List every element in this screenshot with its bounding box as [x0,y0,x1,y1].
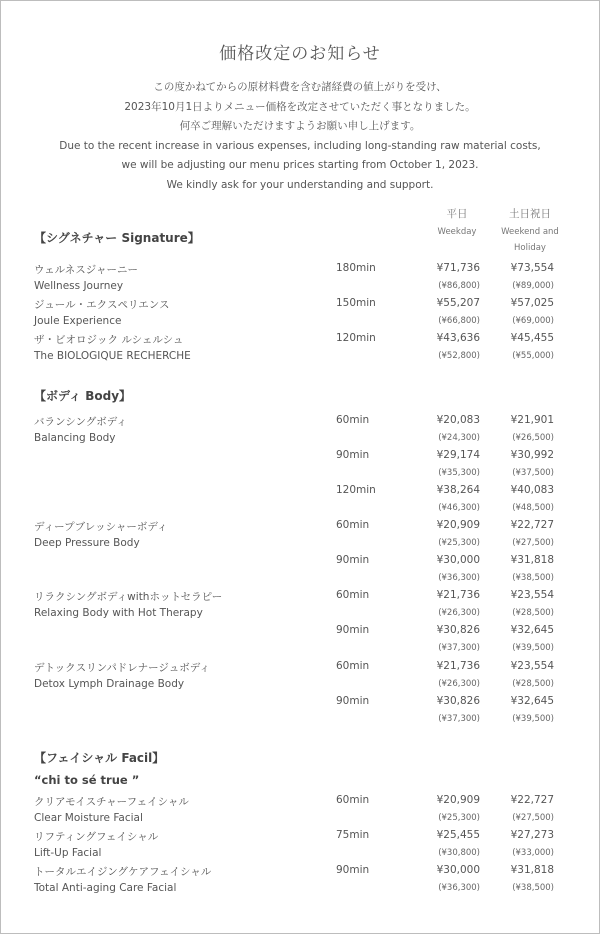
weekday-price-tax: (¥86,800) [438,281,480,291]
weekday-price: ¥29,174 [436,449,480,461]
item-name-en: Detox Lymph Drainage Body [34,678,185,690]
weekend-price-tax: (¥38,500) [512,883,554,893]
item-name-en: Relaxing Body with Hot Therapy [34,607,203,619]
weekday-price: ¥71,736 [436,262,480,274]
weekday-price: ¥20,909 [436,519,480,531]
weekend-price: ¥30,992 [510,449,554,461]
item-name-en: Wellness Journey [34,280,124,292]
item-name-jp: バランシングボディ [34,416,127,428]
weekend-price-tax: (¥39,500) [512,714,554,724]
weekend-price: ¥31,818 [510,864,554,876]
duration: 90min [336,864,370,876]
weekend-price-tax: (¥26,500) [512,433,554,443]
item-name-en: Joule Experience [34,315,122,327]
item-name-en: Balancing Body [34,432,116,444]
page-title: 価格改定のお知らせ [219,44,381,64]
weekday-price-tax: (¥66,800) [438,316,480,326]
weekday-price-tax: (¥52,800) [438,351,480,361]
item-name-jp: リラクシングボディwithホットセラピー [34,591,223,603]
weekend-price: ¥45,455 [510,332,554,344]
item-name-en: Deep Pressure Body [34,537,140,549]
item-name-en: Total Anti-aging Care Facial [34,882,177,894]
weekend-price: ¥31,818 [510,554,554,566]
weekday-price: ¥43,636 [436,332,480,344]
item-name-jp: トータルエイジングケアフェイシャル [34,866,212,878]
weekday-price: ¥20,083 [436,414,480,426]
column-header-weekday [430,206,484,240]
weekday-price-tax: (¥37,300) [438,714,480,724]
weekday-price-tax: (¥26,300) [438,679,480,689]
notice-text [0,78,600,195]
weekend-price-tax: (¥33,000) [512,848,554,858]
duration: 90min [336,624,370,636]
weekday-price: ¥30,000 [436,554,480,566]
weekend-price-tax: (¥28,500) [512,679,554,689]
weekday-price-tax: (¥30,800) [438,848,480,858]
weekday-price: ¥20,909 [436,794,480,806]
duration: 60min [336,589,370,601]
weekend-label-en: Weekend and Holiday [501,227,559,253]
weekend-price-tax: (¥37,500) [512,468,554,478]
weekend-price-tax: (¥39,500) [512,643,554,653]
duration: 90min [336,695,370,707]
duration: 120min [336,484,376,496]
notice-line: 2023年10月1日よりメニュー価格を改定させていただく事となりました。 [124,100,476,113]
weekend-price: ¥32,645 [510,695,554,707]
weekday-price: ¥30,826 [436,695,480,707]
weekday-price: ¥55,207 [436,297,480,309]
weekend-price-tax: (¥28,500) [512,608,554,618]
section-title-body: 【ボディ Body】 [34,389,132,403]
weekend-label-jp: 土日祝日 [509,208,551,220]
weekend-price: ¥22,727 [510,519,554,531]
weekend-price: ¥23,554 [510,589,554,601]
weekend-price: ¥22,727 [510,794,554,806]
weekday-price: ¥38,264 [436,484,480,496]
notice-line: この度かねてからの原材料費を含む諸経費の値上がりを受け、 [153,81,447,93]
duration: 60min [336,794,370,806]
section-title-signature: 【シグネチャー Signature】 [34,231,200,245]
weekday-price: ¥21,736 [436,589,480,601]
weekday-price: ¥30,826 [436,624,480,636]
item-name-jp: ザ・ビオロジック ルシェルシュ [34,334,184,346]
item-name-jp: ディープブレッシャーボディ [34,521,168,533]
duration: 90min [336,554,370,566]
weekday-price-tax: (¥24,300) [438,433,480,443]
weekday-price-tax: (¥35,300) [438,468,480,478]
weekend-price: ¥23,554 [510,660,554,672]
duration: 60min [336,414,370,426]
weekend-price: ¥40,083 [510,484,554,496]
item-name-jp: デトックスリンパドレナージュボディ [34,662,210,674]
duration: 180min [336,262,376,274]
duration: 120min [336,332,376,344]
weekday-price-tax: (¥36,300) [438,573,480,583]
weekday-price-tax: (¥46,300) [438,503,480,513]
notice-line: we will be adjusting our menu prices starting from October 1, 2023. [121,159,479,171]
weekend-price-tax: (¥48,500) [512,503,554,513]
weekend-price-tax: (¥27,500) [512,813,554,823]
weekend-price: ¥32,645 [510,624,554,636]
weekend-price-tax: (¥27,500) [512,538,554,548]
duration: 150min [336,297,376,309]
weekday-price: ¥21,736 [436,660,480,672]
weekday-price-tax: (¥25,300) [438,813,480,823]
weekend-price-tax: (¥55,000) [512,351,554,361]
item-name-en: Clear Moisture Facial [34,812,143,824]
item-name-jp: リフティングフェイシャル [34,831,159,843]
item-name-en: The BIOLOGIQUE RECHERCHE [34,350,191,362]
item-name-jp: ジュール・エクスペリエンス [34,299,170,311]
weekday-label-jp: 平日 [446,208,468,220]
duration: 75min [336,829,370,841]
notice-line: Due to the recent increase in various expenses, including long-standing raw material costs, [59,139,541,152]
weekend-price: ¥57,025 [510,297,554,309]
duration: 60min [336,519,370,531]
item-name-en: Lift-Up Facial [34,847,102,859]
column-header-weekend [494,206,566,256]
weekend-price-tax: (¥38,500) [512,573,554,583]
duration: 90min [336,449,370,461]
item-name-jp: ウェルネスジャーニー [34,264,139,276]
weekday-label-en: Weekday [437,227,477,237]
notice-line: 何卒ご理解いただけますようお願い申し上げます。 [179,120,421,132]
weekend-price: ¥21,901 [510,414,554,426]
item-name-jp: クリアモイスチャーフェイシャル [34,796,189,808]
weekend-price-tax: (¥69,000) [512,316,554,326]
section-title-facial: 【フェイシャル Facil】 [34,751,165,765]
duration: 60min [336,660,370,672]
weekend-price: ¥27,273 [510,829,554,841]
weekday-price-tax: (¥36,300) [438,883,480,893]
weekday-price-tax: (¥26,300) [438,608,480,618]
weekend-price-tax: (¥89,000) [512,281,554,291]
weekday-price-tax: (¥37,300) [438,643,480,653]
section-subtitle: “chi to sé true ” [34,773,140,787]
weekday-price-tax: (¥25,300) [438,538,480,548]
notice-line: We kindly ask for your understanding and support. [166,178,434,191]
weekend-price: ¥73,554 [510,262,554,274]
weekday-price: ¥25,455 [436,829,480,841]
weekday-price: ¥30,000 [436,864,480,876]
